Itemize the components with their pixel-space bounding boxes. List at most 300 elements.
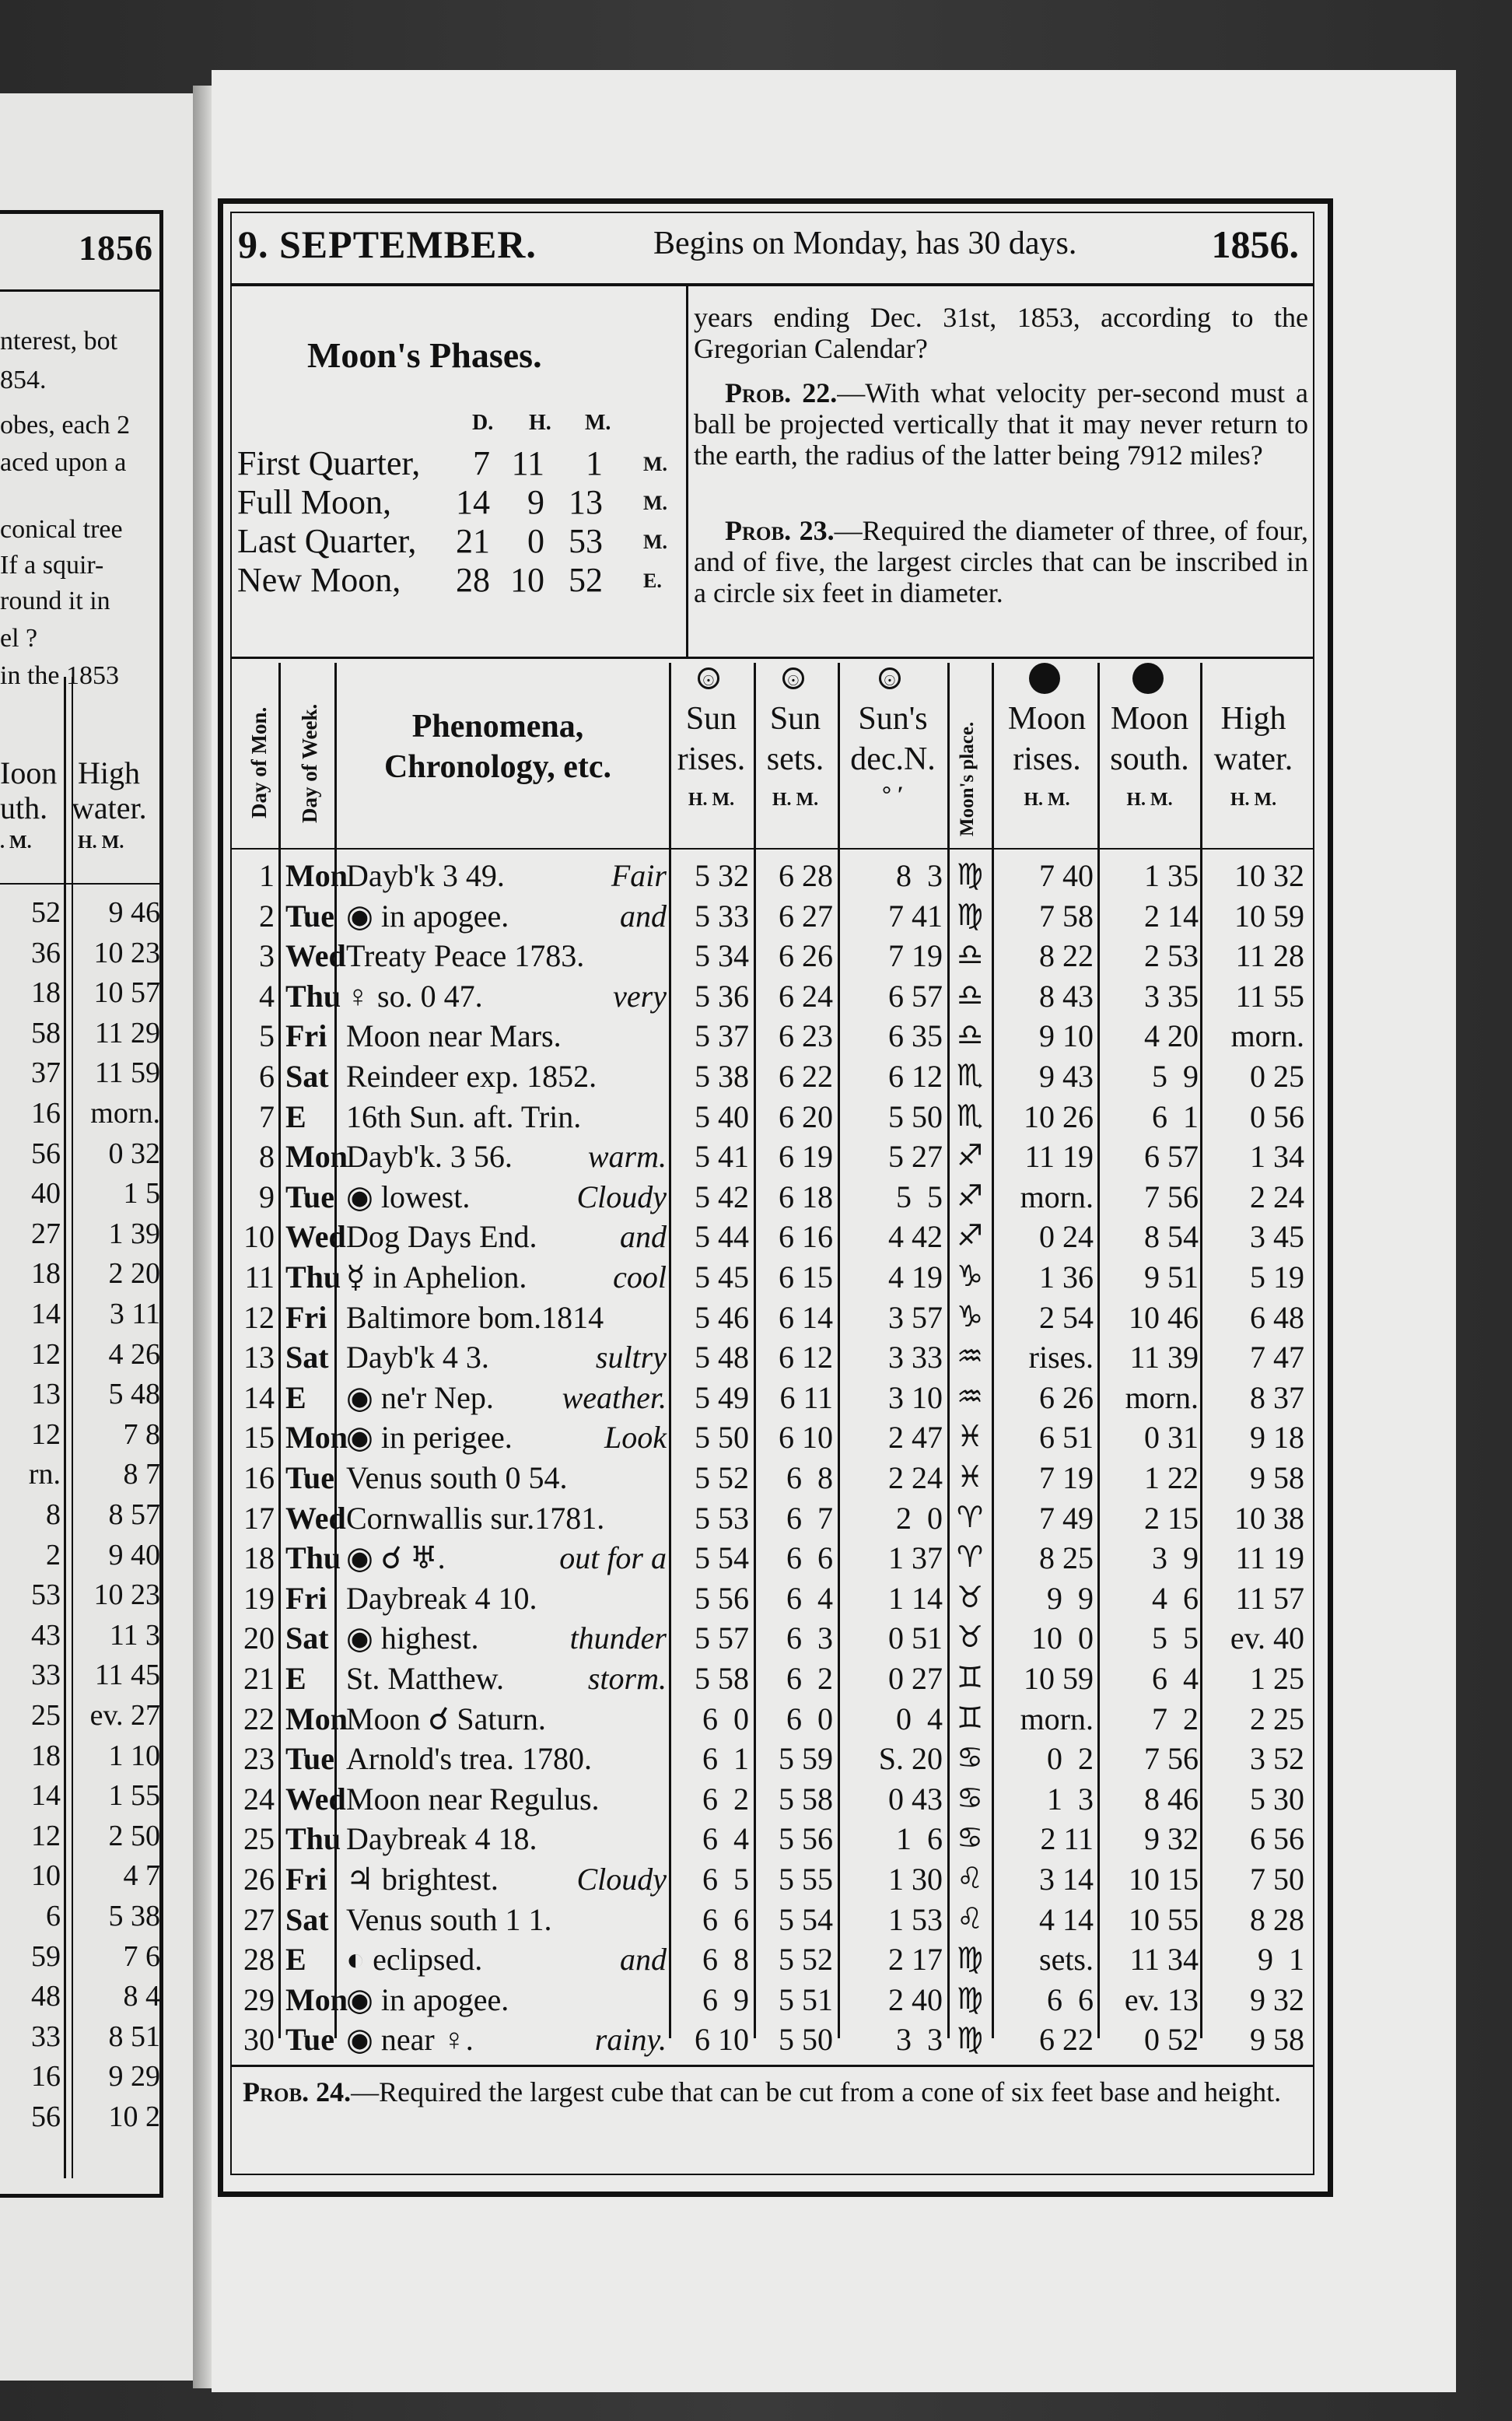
left-page-high-water: 1 55 [108,1779,160,1813]
sun-rises: 5 36 [695,978,749,1014]
moon-rises: 0 2 [1047,1741,1094,1777]
day-of-week: Mon [285,1981,348,2017]
day-of-month: 26 [243,1862,275,1897]
moon-phase-name: First Quarter, [237,444,421,482]
sun-sets: 6 8 [786,1460,833,1495]
day-of-week: Fri [285,1299,327,1335]
moon-south: 3 9 [1152,1540,1199,1576]
moon-phase-row [237,482,673,521]
sun-sets: 6 26 [779,938,833,974]
day-of-month: 21 [243,1661,275,1696]
high-water: 10 32 [1234,858,1304,893]
moon-south: 1 22 [1144,1460,1199,1495]
phenomenon: ◉ in apogee. [346,1981,509,2017]
left-page-moon-south: 8 [46,1498,61,1531]
moon-rises: 7 58 [1039,898,1094,934]
problem-24 [243,2076,1304,2108]
phenomenon: 16th Sun. aft. Trin. [346,1098,582,1134]
day-of-week: Wed [285,1219,346,1255]
moon-phase-meridiem: M. [643,492,668,514]
left-page-high-water: 8 51 [108,2020,160,2053]
left-page-moon-south: 58 [31,1016,61,1049]
header-moon-south-l1: Moon [1110,701,1189,737]
left-page-text-line: el ? [0,624,38,653]
phenomenon: ♀ so. 0 47. [346,978,483,1014]
left-page-moon-south: 13 [31,1378,61,1411]
header-sun-rises [670,699,752,780]
high-water: 9 58 [1250,2022,1304,2058]
moon-phase-d: 14 [456,483,490,521]
left-page-high-water: 8 57 [108,1498,160,1531]
day-of-month: 7 [259,1098,275,1134]
moon-place: ♍ [956,1941,984,1976]
sun-symbol-icon: ☉ [782,667,804,689]
moon-rises: 9 10 [1039,1018,1094,1054]
moon-symbol-icon [1132,663,1164,694]
sun-declination: 2 40 [888,1981,943,2017]
high-water: 11 55 [1235,978,1304,1014]
sun-rises: 5 45 [695,1260,749,1295]
month-subtitle: Begins on Monday, has 30 days. [653,226,1077,261]
left-page-col-header: . M. [0,832,32,853]
left-page-table-row [0,1173,163,1214]
weather-note: thunder [569,1620,667,1656]
moon-place: ♓ [956,1419,984,1454]
moon-south: ev. 13 [1124,1981,1199,2017]
left-page-high-water: 9 29 [108,2060,160,2093]
left-page-table-row [0,1936,163,1977]
header-day-of-week: Day of Week. [298,703,321,823]
moon-south: 5 9 [1152,1059,1199,1094]
sun-rises: 5 50 [695,1420,749,1456]
header-bottom-rule [230,848,1314,850]
phenomenon: Daybreak 4 10. [346,1580,537,1616]
header-sun-sets-l2: sets. [766,741,824,777]
table-row [237,895,1311,935]
sun-sets: 5 52 [779,1942,833,1978]
table-row [237,854,1311,895]
moon-place: ♍ [956,857,984,892]
sun-declination: 4 19 [888,1260,943,1295]
day-of-month: 8 [259,1139,275,1175]
phenomenon: ♃ brightest. [346,1862,499,1897]
table-row [237,1215,1311,1256]
sun-rises: 5 53 [695,1500,749,1536]
day-of-month: 22 [243,1701,275,1736]
moon-rises: 6 26 [1039,1379,1094,1415]
sun-sets: 6 22 [779,1059,833,1094]
day-of-month: 14 [243,1379,275,1415]
day-of-month: 27 [243,1901,275,1937]
left-page-high-water: 1 5 [123,1177,160,1210]
day-of-month: 15 [243,1420,275,1456]
moon-phase-m: 53 [569,522,603,560]
phenomenon: Venus south 0 54. [346,1460,568,1495]
day-of-week: Tue [285,1460,335,1495]
sun-rises: 5 57 [695,1620,749,1656]
header-phenomena-line1: Phenomena, [411,709,584,745]
left-page-text-line: If a squir- [0,551,104,580]
header-high-water-l1: High [1220,701,1286,737]
moon-place: ♈ [956,1499,984,1534]
table-row [237,1296,1311,1337]
sun-declination: 0 43 [888,1781,943,1817]
left-page-high-water: 9 46 [108,896,160,929]
day-of-week: Fri [285,1018,327,1054]
moon-phase-m: 52 [569,561,603,599]
left-page-moon-south: 14 [31,1298,61,1330]
table-row [237,1055,1311,1095]
problem-23 [694,515,1308,608]
sun-declination: 0 51 [888,1620,943,1656]
weather-note: storm. [587,1661,667,1696]
phenomenon: ☿ in Aphelion. [346,1260,527,1295]
phenomenon: ◉ in apogee. [346,898,509,934]
high-water: 3 45 [1250,1219,1304,1255]
hm-label: H. M. [772,790,819,810]
left-page-high-water: 11 59 [94,1056,160,1090]
left-page-text-line: in the 1853 [0,661,119,690]
phase-col-d: D. [472,411,494,435]
moon-south: 5 5 [1152,1620,1199,1656]
table-row [237,1095,1311,1136]
moon-rises: morn. [1020,1701,1094,1736]
left-page-col-header: H. M. [78,832,124,853]
day-of-week: Fri [285,1580,327,1616]
moon-rises: morn. [1020,1179,1094,1214]
table-row [237,1858,1311,1898]
weather-note: and [620,1219,667,1255]
header-sun-dec [838,699,947,780]
left-page-moon-south: 12 [31,1337,61,1371]
moon-place: ♐ [956,1178,984,1213]
day-of-week: E [285,1379,306,1415]
left-page-table-row [0,1575,163,1615]
left-page-high-water: 11 29 [94,1016,160,1049]
left-page-col-header: High [78,755,140,790]
phenomenon: Dayb'k. 3 56. [346,1139,513,1175]
high-water: 1 34 [1250,1139,1304,1175]
moon-rises: 4 14 [1039,1901,1094,1937]
moon-rises: rises. [1028,1340,1094,1375]
day-of-week: Mon [285,1701,348,1736]
table-row [237,2018,1311,2058]
phenomenon: Reindeer exp. 1852. [346,1059,597,1094]
moon-place: ♒ [956,1339,984,1374]
left-page-table-row [0,1093,163,1133]
sun-declination: 2 24 [888,1460,943,1495]
moon-south: 0 31 [1144,1420,1199,1456]
moon-phase-d: 28 [456,561,490,599]
moon-place: ♓ [956,1459,984,1494]
sun-declination: 3 57 [888,1299,943,1335]
moon-south: 0 52 [1144,2022,1199,2058]
phase-col-h: H. [529,411,551,435]
left-page-table-row [0,1414,163,1455]
high-water: 9 1 [1258,1942,1304,1978]
left-page-table-row [0,1655,163,1695]
sun-sets: 5 50 [779,2022,833,2058]
sun-rises: 5 42 [695,1179,749,1214]
sun-rises: 5 46 [695,1299,749,1335]
sun-rises: 5 37 [695,1018,749,1054]
moon-rises: sets. [1039,1942,1094,1978]
day-of-month: 18 [243,1540,275,1576]
sun-rises: 6 10 [695,2022,749,2058]
high-water: 10 38 [1234,1500,1304,1536]
sun-sets: 5 58 [779,1781,833,1817]
high-water: 5 30 [1250,1781,1304,1817]
sun-rises: 5 34 [695,938,749,974]
high-water: 7 50 [1250,1862,1304,1897]
table-row [237,1657,1311,1698]
left-page-moon-south: 2 [46,1538,61,1571]
left-page-table-row [0,1454,163,1494]
moon-rises: 8 43 [1039,978,1094,1014]
left-page-text-line: nterest, bot [0,327,118,356]
sun-declination: 2 47 [888,1420,943,1456]
header-day-of-mon: Day of Mon. [247,706,271,818]
phenomenon: ◉ ne'r Nep. [346,1379,494,1415]
sun-declination: 7 41 [888,898,943,934]
table-row [237,1416,1311,1456]
weather-note: Cloudy [576,1862,667,1897]
sun-declination: 1 14 [888,1580,943,1616]
day-of-month: 5 [259,1018,275,1054]
header-sun-rises-l1: Sun [685,701,737,737]
sun-sets: 6 27 [779,898,833,934]
table-row [237,1978,1311,2019]
problem-22 [694,377,1308,471]
left-page-table-row [0,972,163,1013]
sun-declination: 7 19 [888,938,943,974]
table-row [237,1456,1311,1497]
moon-place: ♊ [956,1660,984,1694]
moon-phase-d: 21 [456,522,490,560]
sun-sets: 6 24 [779,978,833,1014]
day-of-week: Thu [285,1821,341,1857]
left-page-high-water: 10 23 [93,1578,160,1612]
phenomenon: Moon near Regulus. [346,1781,600,1817]
sun-sets: 6 16 [779,1219,833,1255]
sun-declination: 8 3 [896,858,943,893]
high-water: 10 59 [1234,898,1304,934]
sun-declination: 6 57 [888,978,943,1014]
sun-declination: 1 30 [888,1862,943,1897]
phenomenon: Moon near Mars. [346,1018,562,1054]
moon-south: 4 6 [1152,1580,1199,1616]
sun-sets: 5 55 [779,1862,833,1897]
left-page-high-water: 9 40 [108,1538,160,1571]
left-page-moon-south: 56 [31,2100,61,2133]
left-page-high-water: morn. [90,1097,160,1130]
day-of-week: Wed [285,1500,346,1536]
left-page-fragment [0,210,167,2202]
sun-rises: 6 0 [702,1701,749,1736]
moon-south: 6 1 [1152,1098,1199,1134]
header-sun-dec-l1: Sun's [858,701,928,737]
left-page-table-row [0,2056,163,2097]
high-water: 2 24 [1250,1179,1304,1214]
hm-label: H. M. [1126,790,1173,810]
left-page-high-water: 5 48 [108,1378,160,1411]
hm-label: H. M. [1230,790,1277,810]
moon-place: ♉ [956,1620,984,1655]
phenomenon: Dayb'k 3 49. [346,858,505,893]
left-page-moon-south: 18 [31,976,61,1010]
left-page-table-row [0,1615,163,1655]
high-water: 0 25 [1250,1059,1304,1094]
sun-declination: 6 35 [888,1018,943,1054]
header-moon-rises-l1: Moon [1007,701,1087,737]
left-page-table-row [0,1695,163,1736]
phenomenon: ◉ highest. [346,1620,479,1656]
year-title: 1856. [1211,222,1299,266]
high-water: 9 18 [1250,1420,1304,1456]
left-page-table-row [0,1896,163,1936]
month-title: 9. SEPTEMBER. [238,222,537,266]
moon-place: ♐ [956,1138,984,1173]
sun-declination: 3 3 [896,2022,943,2058]
moon-south: 3 35 [1144,978,1199,1014]
sun-rises: 5 32 [695,858,749,893]
high-water: 3 52 [1250,1741,1304,1777]
high-water: 0 56 [1250,1098,1304,1134]
left-page-high-water: 4 26 [108,1337,160,1371]
day-of-week: E [285,1661,306,1696]
sun-declination: 1 53 [888,1901,943,1937]
header-rule [230,283,1314,286]
moon-place: ♎ [956,1018,984,1053]
moon-phase-name: New Moon, [237,561,401,599]
weather-note: Cloudy [576,1179,667,1214]
header-moon-rises-l2: rises. [1013,741,1081,777]
sun-symbol-icon: ☉ [879,667,901,689]
moon-phases-title: Moon's Phases. [307,335,542,375]
moon-rises: 1 36 [1039,1260,1094,1295]
sun-sets: 6 14 [779,1299,833,1335]
left-page-moon-south: 59 [31,1939,61,1973]
high-water: 6 56 [1250,1821,1304,1857]
moon-south: 8 46 [1144,1781,1199,1817]
weather-note: sultry [595,1340,667,1375]
left-page-text-line: aced upon a [0,448,127,477]
high-water: 7 47 [1250,1340,1304,1375]
day-of-month: 9 [259,1179,275,1214]
sun-sets: 6 0 [786,1701,833,1736]
left-page-table-row [0,2097,163,2137]
sun-declination: 3 10 [888,1379,943,1415]
left-page-moon-south: 18 [31,1739,61,1772]
problem-24-label: Prob. 24. [243,2076,352,2107]
day-of-week: E [285,1098,306,1134]
moon-place: ♋ [956,1740,984,1775]
left-page-high-water: 2 20 [108,1257,160,1291]
left-page-moon-south: 16 [31,2060,61,2093]
moon-phase-m: 13 [569,483,603,521]
phenomenon: ◐ eclipsed. [346,1942,483,1978]
moon-place: ♋ [956,1780,984,1815]
weather-note: Fair [611,858,667,893]
moon-place: ♌ [956,1861,984,1895]
moon-phase-h: 9 [527,483,544,521]
header-moons-place: Moon's place. [957,721,978,836]
moon-phase-meridiem: E. [643,569,662,592]
left-page-high-water: 10 2 [108,2100,160,2133]
high-water: 8 28 [1250,1901,1304,1937]
left-page-high-water: 11 3 [109,1618,160,1652]
sun-rises: 6 2 [702,1781,749,1817]
left-page-high-water: 8 7 [123,1458,160,1491]
left-page-moon-south: 12 [31,1819,61,1852]
sun-declination: 0 27 [888,1661,943,1696]
sun-rises: 5 38 [695,1059,749,1094]
left-page-moon-south: 27 [31,1217,61,1250]
moon-south: 9 32 [1144,1821,1199,1857]
day-of-month: 12 [243,1299,275,1335]
table-row [237,934,1311,975]
weather-note: very [613,978,667,1014]
weather-note: weather. [562,1379,667,1415]
sun-rises: 5 33 [695,898,749,934]
day-of-week: Sat [285,1340,329,1375]
left-page-col-header: uth. [0,790,48,825]
left-page-table-row [0,1816,163,1856]
sun-sets: 5 51 [779,1981,833,2017]
weather-note: out for a [559,1540,667,1576]
day-of-month: 30 [243,2022,275,2058]
table-row [237,1256,1311,1296]
day-of-month: 6 [259,1059,275,1094]
moon-phase-row [237,521,673,560]
sun-declination: 5 5 [896,1179,943,1214]
header-moon-south-l2: south. [1110,741,1189,777]
moon-south: 7 56 [1144,1741,1199,1777]
left-page-text-line: obes, each 2 [0,411,131,440]
sun-rises: 5 52 [695,1460,749,1495]
day-of-month: 2 [259,898,275,934]
sun-rises: 6 4 [702,1821,749,1857]
phenomenon: ◉ near ♀. [346,2022,474,2058]
day-of-week: Thu [285,1540,341,1576]
day-of-month: 3 [259,938,275,974]
moon-phase-meridiem: M. [643,531,668,553]
sun-sets: 6 10 [779,1420,833,1456]
sun-rises: 6 6 [702,1901,749,1937]
header-sun-dec-l2: dec.N. [850,741,936,777]
high-water: 8 37 [1250,1379,1304,1415]
moon-south: 4 20 [1144,1018,1199,1054]
weather-note: and [620,1942,667,1978]
day-of-week: Tue [285,1741,335,1777]
left-page-moon-south: 56 [31,1137,61,1170]
problem-22-text: —With what velocity per-second must a ball be projected vertically that it may never return to the earth, the radius of the latter being 7912 miles? [694,377,1308,471]
left-page-table-row [0,1013,163,1053]
day-of-month: 23 [243,1741,275,1777]
day-of-month: 10 [243,1219,275,1255]
moon-place: ♌ [956,1901,984,1936]
left-page-moon-south: 6 [46,1900,61,1932]
moon-south: 2 15 [1144,1500,1199,1536]
problem-21-continuation [694,302,1308,364]
left-page-moon-south: 43 [31,1618,61,1652]
moon-phase-h: 0 [527,522,544,560]
sun-rises: 5 40 [695,1098,749,1134]
moon-place: ♑ [956,1259,984,1293]
table-row [237,975,1311,1015]
table-row [237,1938,1311,1978]
sun-declination: 1 37 [888,1540,943,1576]
